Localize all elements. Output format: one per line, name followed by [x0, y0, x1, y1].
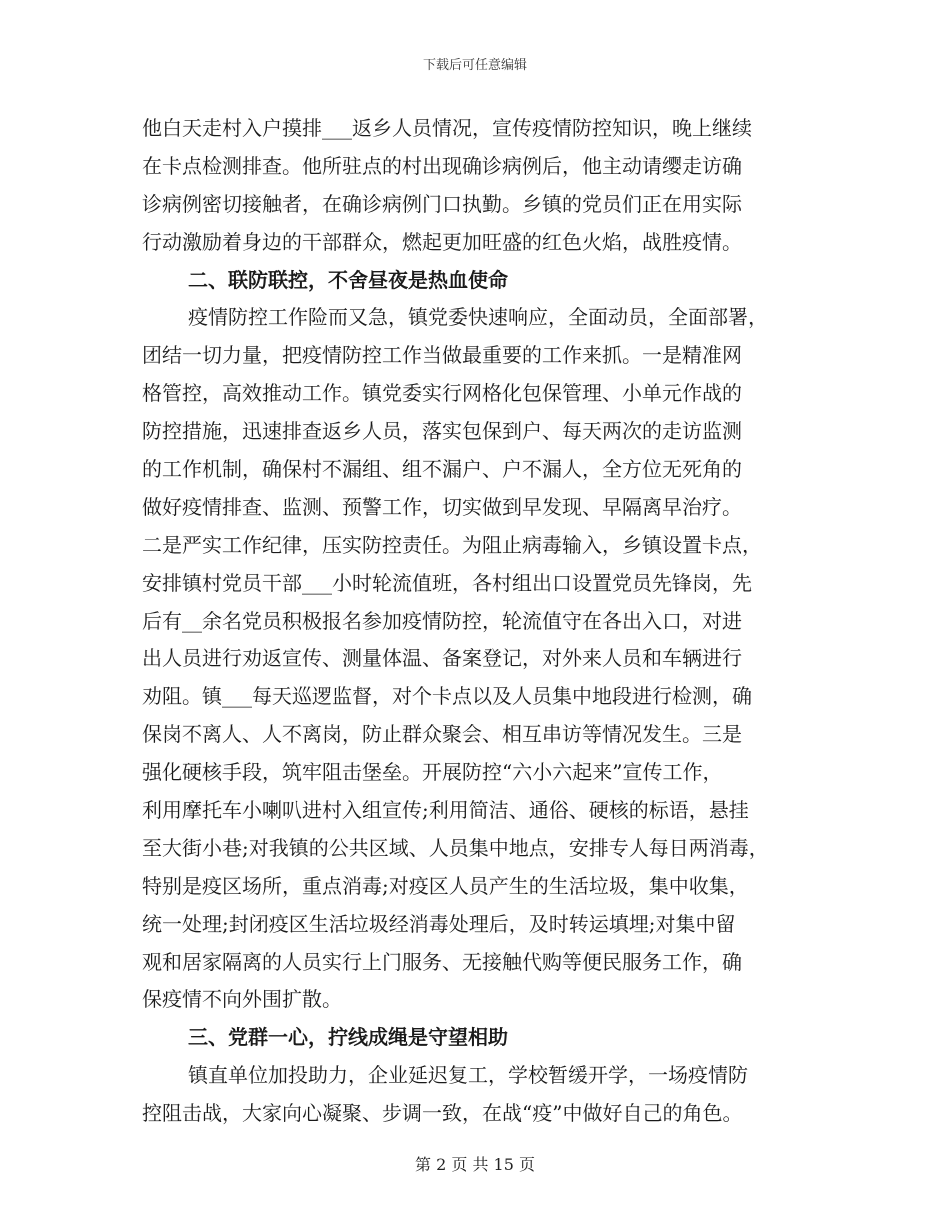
body-line: 二是严实工作纪律，压实防控责任。为阻止病毒输入，乡镇设置卡点， [142, 532, 762, 557]
body-line: 他白天走村入户摸排___返乡人员情况，宣传疫情防控知识，晚上继续 [142, 116, 752, 140]
body-line: 的工作机制，确保村不漏组、组不漏户、户不漏人，全方位无死角的 [142, 457, 742, 482]
body-line: 统一处理;封闭疫区生活垃圾经消毒处理后，及时转运填埋;对集中留 [142, 911, 736, 936]
body-line: 格管控，高效推动工作。镇党委实行网格化包保管理、小单元作战的 [142, 381, 742, 406]
body-line: 保岗不离人、人不离岗，防止群众聚会、相互串访等情况发生。三是 [142, 722, 742, 747]
body-line: 诊病例密切接触者，在确诊病例门口执勤。乡镇的党员们正在用实际 [142, 191, 742, 216]
body-line: 团结一切力量，把疫情防控工作当做最重要的工作来抓。一是精准网 [142, 343, 742, 368]
body-line: 保疫情不向外围扩散。 [142, 987, 342, 1012]
body-line: 防控措施，迅速排查返乡人员，落实包保到户、每天两次的走访监测 [142, 419, 742, 444]
document-body [142, 110, 818, 1133]
body-line: 控阻击战，大家向心凝聚、步调一致，在战“疫”中做好自己的角色。 [142, 1101, 743, 1126]
body-line: 做好疫情排查、监测、预警工作，切实做到早发现、早隔离早治疗。 [142, 494, 742, 519]
section-heading: 二、联防联控，不舍昼夜是热血使命 [188, 267, 508, 292]
section-heading: 三、党群一心，拧线成绳是守望相助 [188, 1025, 508, 1050]
page-header: 下载后可任意编辑 [422, 58, 527, 73]
body-line: 疫情防控工作险而又急，镇党委快速响应，全面动员，全面部署， [188, 305, 768, 330]
body-line: 强化硬核手段，筑牢阻击堡垒。开展防控“六小六起来”宣传工作， [142, 760, 723, 785]
body-line: 行动激励着身边的干部群众，燃起更加旺盛的红色火焰，战胜疫情。 [142, 229, 742, 254]
body-line: 特别是疫区场所，重点消毒;对疫区人员产生的生活垃圾，集中收集， [142, 873, 749, 898]
body-line: 镇直单位加投助力，企业延迟复工，学校暂缓开学，一场疫情防 [188, 1063, 748, 1088]
body-line: 观和居家隔离的人员实行上门服务、无接触代购等便民服务工作，确 [142, 949, 742, 974]
body-line: 在卡点检测排查。他所驻点的村出现确诊病例后，他主动请缨走访确 [142, 153, 742, 178]
body-line: 利用摩托车小喇叭进村入组宣传;利用简洁、通俗、硬核的标语，悬挂 [142, 798, 749, 823]
body-line: 至大街小巷;对我镇的公共区域、人员集中地点，安排专人每日两消毒， [142, 835, 769, 860]
body-line: 劝阻。镇___每天巡逻监督，对个卡点以及人员集中地段进行检测，确 [142, 684, 752, 709]
body-line: 安排镇村党员干部___小时轮流值班，各村组出口设置党员先锋岗，先 [142, 570, 752, 595]
page-number-footer: 第 2 页 共 15 页 [415, 1155, 535, 1174]
body-line: 出人员进行劝返宣传、测量体温、备案登记，对外来人员和车辆进行 [142, 646, 742, 671]
body-line: 后有__余名党员积极报名参加疫情防控，轮流值守在各出入口，对进 [142, 608, 742, 633]
